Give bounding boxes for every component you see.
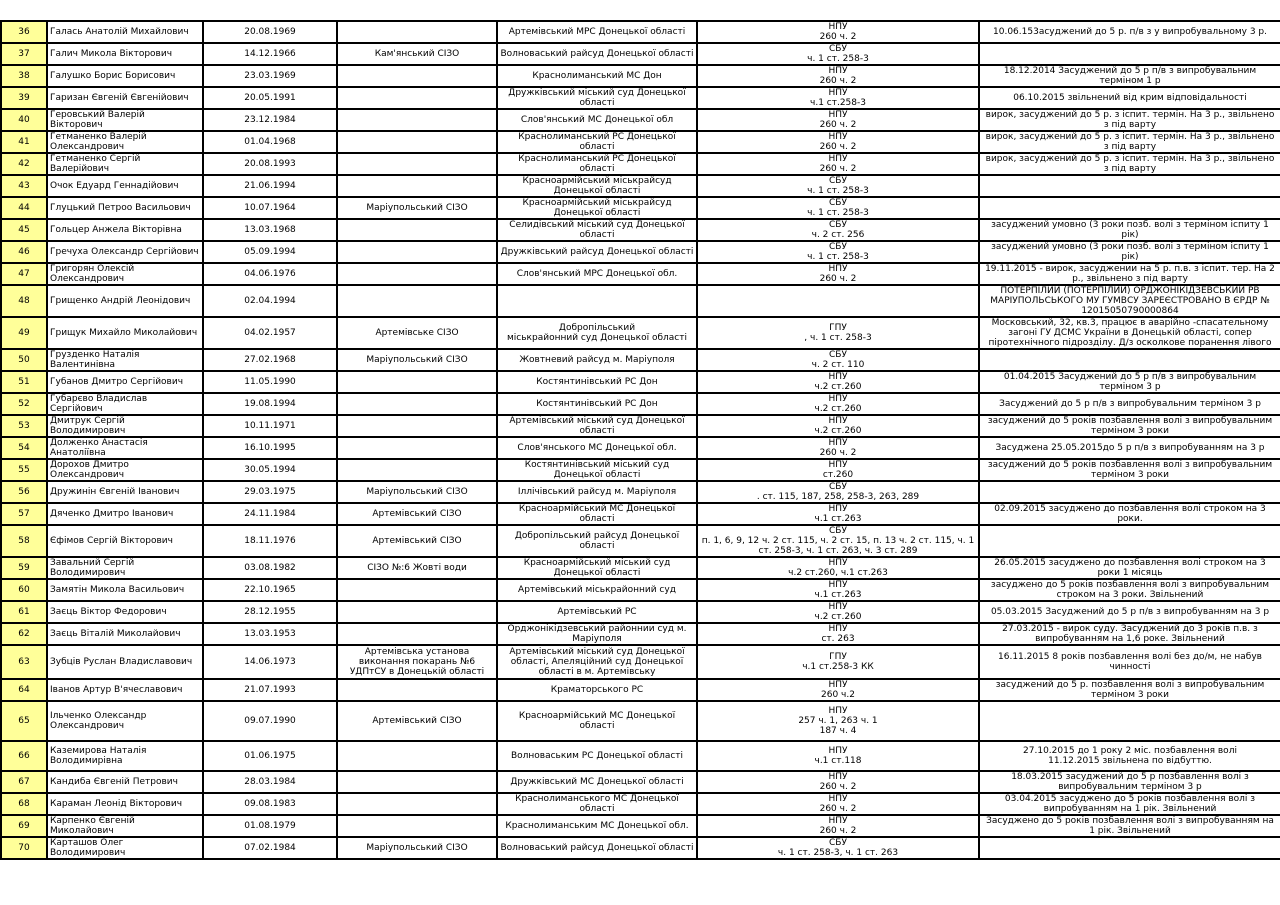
case-status: 03.04.2015 засуджено до 5 років позбавлення волі з випробуванням на 1 рік. Звільнений bbox=[979, 793, 1280, 815]
row-number: 64 bbox=[1, 679, 47, 701]
row-number: 45 bbox=[1, 219, 47, 241]
article-ref: НПУ 260 ч. 2 bbox=[697, 65, 979, 87]
row-number: 70 bbox=[1, 837, 47, 859]
detention-place bbox=[337, 793, 497, 815]
court-name bbox=[497, 285, 697, 317]
table-row bbox=[1, 793, 1280, 815]
birth-date: 24.11.1984 bbox=[203, 503, 337, 525]
row-number: 69 bbox=[1, 815, 47, 837]
person-name: Карпенко Євгеній Миколайович bbox=[47, 815, 203, 837]
detention-place: Артемівський СІЗО bbox=[337, 525, 497, 557]
detention-place bbox=[337, 437, 497, 459]
person-name: Гетманенко Валерій Олександрович bbox=[47, 131, 203, 153]
case-status bbox=[979, 525, 1280, 557]
article-ref bbox=[697, 285, 979, 317]
birth-date: 02.04.1994 bbox=[203, 285, 337, 317]
court-name: Іллічівський райсуд м. Маріуполя bbox=[497, 481, 697, 503]
birth-date: 13.03.1953 bbox=[203, 623, 337, 645]
court-name: Артемівський РС bbox=[497, 601, 697, 623]
article-ref: НПУ ч.2 ст.260 bbox=[697, 393, 979, 415]
court-name: Красноармійський МС Донецької області bbox=[497, 701, 697, 741]
court-name: Костянтинівський РС Дон bbox=[497, 371, 697, 393]
article-ref: СБУ ч. 1 ст. 258-3 bbox=[697, 175, 979, 197]
person-name: Кандиба Євгеній Петрович bbox=[47, 771, 203, 793]
row-number: 57 bbox=[1, 503, 47, 525]
row-number: 46 bbox=[1, 241, 47, 263]
detention-place: Маріупольський СІЗО bbox=[337, 197, 497, 219]
case-status bbox=[979, 837, 1280, 859]
table-row bbox=[1, 601, 1280, 623]
detention-place bbox=[337, 219, 497, 241]
court-name: Артемівський міський суд Донецької області bbox=[497, 415, 697, 437]
detention-place bbox=[337, 771, 497, 793]
birth-date: 23.12.1984 bbox=[203, 109, 337, 131]
case-status: Засуджений до 5 р п/в з випробувальним терміном 3 р bbox=[979, 393, 1280, 415]
case-status bbox=[979, 175, 1280, 197]
person-name: Заєць Віктор Федорович bbox=[47, 601, 203, 623]
case-status: Засуджено до 5 років позбавлення волі з випробуванням на 1 рік. Звільнений bbox=[979, 815, 1280, 837]
case-status: ПОТЕРПІЛИЙ (ПОТЕРПІЛИЙ) ОРДЖОНІКІДЗЕВСЬКИЙ РВ МАРІУПОЛЬСЬКОГО МУ ГУМВСУ ЗАРЕЄСТРОВАНО В ЄРДР № 12015050790000864 bbox=[979, 285, 1280, 317]
row-number: 44 bbox=[1, 197, 47, 219]
row-number: 52 bbox=[1, 393, 47, 415]
table-row bbox=[1, 415, 1280, 437]
detention-place bbox=[337, 175, 497, 197]
person-name: Губарєво Владислав Сергійович bbox=[47, 393, 203, 415]
article-ref: СБУ ч. 2 ст. 110 bbox=[697, 349, 979, 371]
case-status: 10.06.153асуджений до 5 р. п/в з у випробувальному 3 р. bbox=[979, 21, 1280, 43]
table-row bbox=[1, 771, 1280, 793]
court-name: Слов'янський МРС Донецької обл. bbox=[497, 263, 697, 285]
table-row bbox=[1, 679, 1280, 701]
person-name: Гетманенко Сергій Валерійович bbox=[47, 153, 203, 175]
person-name: Очок Едуард Геннадійович bbox=[47, 175, 203, 197]
detention-place bbox=[337, 459, 497, 481]
detention-place bbox=[337, 371, 497, 393]
birth-date: 14.12.1966 bbox=[203, 43, 337, 65]
person-name: Галич Микола Вікторович bbox=[47, 43, 203, 65]
case-status: 26.05.2015 засуджено до позбавлення волі строком на 3 роки 1 місяць bbox=[979, 557, 1280, 579]
table-row bbox=[1, 579, 1280, 601]
table-row bbox=[1, 481, 1280, 503]
court-name: Краматорського РС bbox=[497, 679, 697, 701]
row-number: 67 bbox=[1, 771, 47, 793]
birth-date: 11.05.1990 bbox=[203, 371, 337, 393]
detention-place bbox=[337, 579, 497, 601]
article-ref: НПУ 260 ч. 2 bbox=[697, 109, 979, 131]
row-number: 49 bbox=[1, 317, 47, 349]
detention-place bbox=[337, 153, 497, 175]
case-status: вирок, засуджений до 5 р. з іспит. термін. На 3 р., звільнено з під варту bbox=[979, 153, 1280, 175]
table-row bbox=[1, 21, 1280, 43]
detention-place bbox=[337, 679, 497, 701]
person-name: Долженко Анастасія Анатоліївна bbox=[47, 437, 203, 459]
table-row bbox=[1, 285, 1280, 317]
birth-date: 04.06.1976 bbox=[203, 263, 337, 285]
birth-date: 28.03.1984 bbox=[203, 771, 337, 793]
case-status: вирок, засуджений до 5 р. з іспит. термін. На 3 р., звільнено з під варту bbox=[979, 131, 1280, 153]
case-status bbox=[979, 197, 1280, 219]
birth-date: 23.03.1969 bbox=[203, 65, 337, 87]
birth-date: 21.06.1994 bbox=[203, 175, 337, 197]
row-number: 37 bbox=[1, 43, 47, 65]
article-ref: НПУ 260 ч. 2 bbox=[697, 131, 979, 153]
article-ref: СБУ ч. 1 ст. 258-3, ч. 1 ст. 263 bbox=[697, 837, 979, 859]
case-status: вирок, засуджений до 5 р. з іспит. термін. На 3 р., звільнено з під варту bbox=[979, 109, 1280, 131]
detention-place bbox=[337, 109, 497, 131]
table-row bbox=[1, 131, 1280, 153]
birth-date: 21.07.1993 bbox=[203, 679, 337, 701]
article-ref: НПУ ч.1 ст.263 bbox=[697, 579, 979, 601]
article-ref: НПУ 260 ч. 2 bbox=[697, 437, 979, 459]
birth-date: 18.11.1976 bbox=[203, 525, 337, 557]
case-status bbox=[979, 349, 1280, 371]
birth-date: 01.06.1975 bbox=[203, 741, 337, 771]
row-number: 66 bbox=[1, 741, 47, 771]
court-name: Артемівський міськрайонний суд bbox=[497, 579, 697, 601]
article-ref: НПУ ч.2 ст.260 bbox=[697, 415, 979, 437]
person-name: Заєць Віталій Миколайович bbox=[47, 623, 203, 645]
court-name: Краснолиманський МС Дон bbox=[497, 65, 697, 87]
table-row bbox=[1, 623, 1280, 645]
table-row bbox=[1, 459, 1280, 481]
spreadsheet bbox=[0, 20, 1280, 860]
table-row bbox=[1, 43, 1280, 65]
birth-date: 20.05.1991 bbox=[203, 87, 337, 109]
court-name: Артемівський МРС Донецької області bbox=[497, 21, 697, 43]
article-ref: НПУ 260 ч. 2 bbox=[697, 153, 979, 175]
article-ref: НПУ 260 ч.2 bbox=[697, 679, 979, 701]
birth-date: 20.08.1969 bbox=[203, 21, 337, 43]
court-name: Волноваським РС Донецької області bbox=[497, 741, 697, 771]
table-row bbox=[1, 87, 1280, 109]
court-name: Красноармійський міський суд Донецької області bbox=[497, 557, 697, 579]
case-status: Засуджена 25.05.2015до 5 р п/в з випробуванням на 3 р bbox=[979, 437, 1280, 459]
birth-date: 09.07.1990 bbox=[203, 701, 337, 741]
article-ref: НПУ ч.2 ст.260, ч.1 ст.263 bbox=[697, 557, 979, 579]
court-name: Добропільський райсуд Донецької області bbox=[497, 525, 697, 557]
table-row bbox=[1, 437, 1280, 459]
court-name: Слов'янський МС Донецької обл bbox=[497, 109, 697, 131]
article-ref: НПУ 260 ч. 2 bbox=[697, 263, 979, 285]
article-ref: НПУ 260 ч. 2 bbox=[697, 815, 979, 837]
table-row bbox=[1, 65, 1280, 87]
article-ref: СБУ ч. 1 ст. 258-3 bbox=[697, 43, 979, 65]
detention-place bbox=[337, 131, 497, 153]
case-status: 18.03.2015 засуджений до 5 р позбавлення волі з випробувальним терміном 3 р bbox=[979, 771, 1280, 793]
table-row bbox=[1, 503, 1280, 525]
table-row bbox=[1, 371, 1280, 393]
person-name: Галушко Борис Борисович bbox=[47, 65, 203, 87]
court-name: Селидівський міський суд Донецької області bbox=[497, 219, 697, 241]
detention-place bbox=[337, 65, 497, 87]
birth-date: 27.02.1968 bbox=[203, 349, 337, 371]
case-status bbox=[979, 43, 1280, 65]
table-row bbox=[1, 645, 1280, 679]
row-number: 42 bbox=[1, 153, 47, 175]
row-number: 50 bbox=[1, 349, 47, 371]
court-name: Добропільський міськрайонний суд Донецької області bbox=[497, 317, 697, 349]
article-ref: СБУ ч. 1 ст. 258-3 bbox=[697, 197, 979, 219]
person-name: Карташов Олег Володимирович bbox=[47, 837, 203, 859]
article-ref: НПУ ст.260 bbox=[697, 459, 979, 481]
birth-date: 16.10.1995 bbox=[203, 437, 337, 459]
court-name: Краснолиманський РС Донецької області bbox=[497, 131, 697, 153]
detention-place bbox=[337, 815, 497, 837]
row-number: 47 bbox=[1, 263, 47, 285]
case-status: 27.03.2015 - вирок суду. Засуджений до 3 років п.в. з випробуванням на 1,6 роке. Звільнений bbox=[979, 623, 1280, 645]
person-name: Дружинін Євгеній Іванович bbox=[47, 481, 203, 503]
court-name: Волноваський райсуд Донецької області bbox=[497, 837, 697, 859]
birth-date: 20.08.1993 bbox=[203, 153, 337, 175]
table-row bbox=[1, 175, 1280, 197]
case-status: засуджений до 5 років позбавлення волі з випробувальним терміном 3 роки bbox=[979, 415, 1280, 437]
case-status: 01.04.2015 Засуджений до 5 р п/в з випробувальним терміном 3 р bbox=[979, 371, 1280, 393]
case-status: засуджено до 5 років позбавлення волі з випробувальним строком на 3 роки. Звільнений bbox=[979, 579, 1280, 601]
person-name: Єфімов Сергій Вікторович bbox=[47, 525, 203, 557]
article-ref: НПУ ч.1 ст.263 bbox=[697, 503, 979, 525]
case-status bbox=[979, 701, 1280, 741]
row-number: 43 bbox=[1, 175, 47, 197]
person-name: Завальний Сергій Володимирович bbox=[47, 557, 203, 579]
person-name: Грищук Михайло Миколайович bbox=[47, 317, 203, 349]
detention-place: Артемівська установа виконання покарань №6 УДПтСУ в Донецькій області bbox=[337, 645, 497, 679]
case-status: 19.11.2015 - вирок, засуджении на 5 р. п.в. з іспит. тер. На 2 р., звільнено з під варту bbox=[979, 263, 1280, 285]
person-name: Дяченко Дмитро Іванович bbox=[47, 503, 203, 525]
court-name: Краснолиманський РС Донецької області bbox=[497, 153, 697, 175]
birth-date: 19.08.1994 bbox=[203, 393, 337, 415]
detention-place bbox=[337, 623, 497, 645]
table-row bbox=[1, 349, 1280, 371]
court-name: Артемівський міський суд Донецької області, Апеляційний суд Донецької області в м. Артемівську bbox=[497, 645, 697, 679]
court-name: Орджонікідзевський районнии суд м. Маріуполя bbox=[497, 623, 697, 645]
detention-place: Маріупольський СІЗО bbox=[337, 481, 497, 503]
case-status: 16.11.2015 8 років позбавлення волі без до/м, не набув чинності bbox=[979, 645, 1280, 679]
court-name: Дружківський МС Донецької області bbox=[497, 771, 697, 793]
court-name: Жовтневий райсуд м. Маріуполя bbox=[497, 349, 697, 371]
court-name: Краснолиманського МС Донецької області bbox=[497, 793, 697, 815]
person-name: Грузденко Наталія Валентинівна bbox=[47, 349, 203, 371]
detention-place bbox=[337, 741, 497, 771]
detention-place: Маріупольський СІЗО bbox=[337, 837, 497, 859]
row-number: 56 bbox=[1, 481, 47, 503]
table-row bbox=[1, 837, 1280, 859]
person-name: Дмитрук Сергій Володимирович bbox=[47, 415, 203, 437]
detention-place bbox=[337, 241, 497, 263]
table-row bbox=[1, 557, 1280, 579]
article-ref: НПУ 260 ч. 2 bbox=[697, 793, 979, 815]
table-row bbox=[1, 815, 1280, 837]
article-ref: НПУ ч.1 ст.118 bbox=[697, 741, 979, 771]
person-name: Гаризан Євгеній Євгенійович bbox=[47, 87, 203, 109]
person-name: Каземирова Наталія Володимирівна bbox=[47, 741, 203, 771]
court-name: Дружківський райсуд Донецької області bbox=[497, 241, 697, 263]
detention-place bbox=[337, 21, 497, 43]
article-ref: НПУ ч.1 ст.258-3 bbox=[697, 87, 979, 109]
article-ref: СБУ ч. 2 ст. 256 bbox=[697, 219, 979, 241]
detention-place: Артемівське СІЗО bbox=[337, 317, 497, 349]
person-name: Караман Леонід Вікторович bbox=[47, 793, 203, 815]
case-status bbox=[979, 481, 1280, 503]
article-ref: ГПУ , ч. 1 ст. 258-3 bbox=[697, 317, 979, 349]
row-number: 62 bbox=[1, 623, 47, 645]
birth-date: 29.03.1975 bbox=[203, 481, 337, 503]
birth-date: 05.09.1994 bbox=[203, 241, 337, 263]
detention-place: Кам'янський СІЗО bbox=[337, 43, 497, 65]
persons-table bbox=[0, 20, 1280, 860]
table-body bbox=[1, 21, 1280, 859]
table-row bbox=[1, 525, 1280, 557]
article-ref: ГПУ ч.1 ст.258-3 КК bbox=[697, 645, 979, 679]
detention-place: Артемівський СІЗО bbox=[337, 701, 497, 741]
person-name: Губанов Дмитро Сергійович bbox=[47, 371, 203, 393]
article-ref: СБУ . ст. 115, 187, 258, 258-3, 263, 289 bbox=[697, 481, 979, 503]
table-row bbox=[1, 317, 1280, 349]
row-number: 61 bbox=[1, 601, 47, 623]
detention-place bbox=[337, 393, 497, 415]
case-status: засуджений умовно (3 роки позб. волі з терміном іспиту 1 рік) bbox=[979, 241, 1280, 263]
row-number: 68 bbox=[1, 793, 47, 815]
person-name: Глуцький Петроо Васильович bbox=[47, 197, 203, 219]
table-row bbox=[1, 701, 1280, 741]
person-name: Замятін Микола Васильович bbox=[47, 579, 203, 601]
court-name: Костянтинівський міський суд Донецької області bbox=[497, 459, 697, 481]
person-name: Геровський Валерій Вікторович bbox=[47, 109, 203, 131]
detention-place bbox=[337, 415, 497, 437]
court-name: Красноармійський міськрайсуд Донецької області bbox=[497, 197, 697, 219]
person-name: Грищенко Андрій Леонідович bbox=[47, 285, 203, 317]
table-row bbox=[1, 241, 1280, 263]
case-status: Московський, 32, кв.3, працює в аварійно -спасательному загоні ГУ ДСМС України в Донецькій області, сопер піротехнічного підрозділу. Д/з осколкове поранення лівого bbox=[979, 317, 1280, 349]
person-name: Григорян Олексій Олександрович bbox=[47, 263, 203, 285]
table-row bbox=[1, 153, 1280, 175]
case-status: 27.10.2015 до 1 року 2 міс. позбавлення волі 11.12.2015 звільнена по відбуттю. bbox=[979, 741, 1280, 771]
table-row bbox=[1, 741, 1280, 771]
birth-date: 09.08.1983 bbox=[203, 793, 337, 815]
person-name: Галась Анатолій Михайлович bbox=[47, 21, 203, 43]
row-number: 38 bbox=[1, 65, 47, 87]
birth-date: 28.12.1955 bbox=[203, 601, 337, 623]
row-number: 53 bbox=[1, 415, 47, 437]
court-name: Слов'янського МС Донецької обл. bbox=[497, 437, 697, 459]
court-name: Костянтинівський РС Дон bbox=[497, 393, 697, 415]
person-name: Зубців Руслан Владиславович bbox=[47, 645, 203, 679]
article-ref: НПУ 257 ч. 1, 263 ч. 1 187 ч. 4 bbox=[697, 701, 979, 741]
case-status: 02.09.2015 засуджено до позбавлення волі строком на 3 роки. bbox=[979, 503, 1280, 525]
detention-place bbox=[337, 87, 497, 109]
detention-place bbox=[337, 601, 497, 623]
person-name: Ільченко Олександр Олександрович bbox=[47, 701, 203, 741]
person-name: Іванов Артур В'ячеславович bbox=[47, 679, 203, 701]
row-number: 65 bbox=[1, 701, 47, 741]
detention-place: Маріупольський СІЗО bbox=[337, 349, 497, 371]
birth-date: 07.02.1984 bbox=[203, 837, 337, 859]
person-name: Гречуха Олександр Сергійович bbox=[47, 241, 203, 263]
table-row bbox=[1, 263, 1280, 285]
row-number: 59 bbox=[1, 557, 47, 579]
detention-place: Артемівський СІЗО bbox=[337, 503, 497, 525]
case-status: 05.03.2015 Засуджений до 5 р п/в з випробуванням на 3 р bbox=[979, 601, 1280, 623]
birth-date: 01.08.1979 bbox=[203, 815, 337, 837]
article-ref: НПУ 260 ч. 2 bbox=[697, 21, 979, 43]
birth-date: 04.02.1957 bbox=[203, 317, 337, 349]
court-name: Красноармійський МС Донецької області bbox=[497, 503, 697, 525]
table-row bbox=[1, 219, 1280, 241]
row-number: 39 bbox=[1, 87, 47, 109]
court-name: Волноваський райсуд Донецької області bbox=[497, 43, 697, 65]
birth-date: 22.10.1965 bbox=[203, 579, 337, 601]
row-number: 36 bbox=[1, 21, 47, 43]
row-number: 58 bbox=[1, 525, 47, 557]
case-status: засуджений до 5 р. позбавлення волі з випробувальним терміном 3 роки bbox=[979, 679, 1280, 701]
case-status: засуджений умовно (3 роки позб. волі з терміном іспиту 1 рік) bbox=[979, 219, 1280, 241]
person-name: Гольцер Анжела Вікторівна bbox=[47, 219, 203, 241]
article-ref: НПУ ст. 263 bbox=[697, 623, 979, 645]
birth-date: 10.07.1964 bbox=[203, 197, 337, 219]
case-status: 06.10.2015 звільнений від крим відповідальності bbox=[979, 87, 1280, 109]
article-ref: НПУ ч.2 ст.260 bbox=[697, 601, 979, 623]
table-row bbox=[1, 109, 1280, 131]
table-row bbox=[1, 393, 1280, 415]
row-number: 55 bbox=[1, 459, 47, 481]
birth-date: 03.08.1982 bbox=[203, 557, 337, 579]
detention-place bbox=[337, 263, 497, 285]
row-number: 60 bbox=[1, 579, 47, 601]
row-number: 41 bbox=[1, 131, 47, 153]
court-name: Краснолиманським МС Донецької обл. bbox=[497, 815, 697, 837]
court-name: Красноармійський міськрайсуд Донецької області bbox=[497, 175, 697, 197]
court-name: Дружківський міський суд Донецької області bbox=[497, 87, 697, 109]
row-number: 63 bbox=[1, 645, 47, 679]
case-status: 18.12.2014 Засуджений до 5 р п/в з випробувальним терміном 1 р bbox=[979, 65, 1280, 87]
article-ref: СБУ п. 1, 6, 9, 12 ч. 2 ст. 115, ч. 2 ст. 15, п. 13 ч. 2 ст. 115, ч. 1 ст. 258-3, ч. 1 ст. 263, ч. 3 ст. 289 bbox=[697, 525, 979, 557]
birth-date: 10.11.1971 bbox=[203, 415, 337, 437]
article-ref: СБУ ч. 1 ст. 258-3 bbox=[697, 241, 979, 263]
row-number: 40 bbox=[1, 109, 47, 131]
row-number: 51 bbox=[1, 371, 47, 393]
birth-date: 14.06.1973 bbox=[203, 645, 337, 679]
article-ref: НПУ 260 ч. 2 bbox=[697, 771, 979, 793]
table-row bbox=[1, 197, 1280, 219]
birth-date: 13.03.1968 bbox=[203, 219, 337, 241]
article-ref: НПУ ч.2 ст.260 bbox=[697, 371, 979, 393]
row-number: 54 bbox=[1, 437, 47, 459]
detention-place: СІЗО №:6 Жовті води bbox=[337, 557, 497, 579]
row-number: 48 bbox=[1, 285, 47, 317]
birth-date: 30.05.1994 bbox=[203, 459, 337, 481]
birth-date: 01.04.1968 bbox=[203, 131, 337, 153]
case-status: засуджений до 5 років позбавлення волі з випробувальним терміном 3 роки bbox=[979, 459, 1280, 481]
person-name: Дорохов Дмитро Олександрович bbox=[47, 459, 203, 481]
detention-place bbox=[337, 285, 497, 317]
